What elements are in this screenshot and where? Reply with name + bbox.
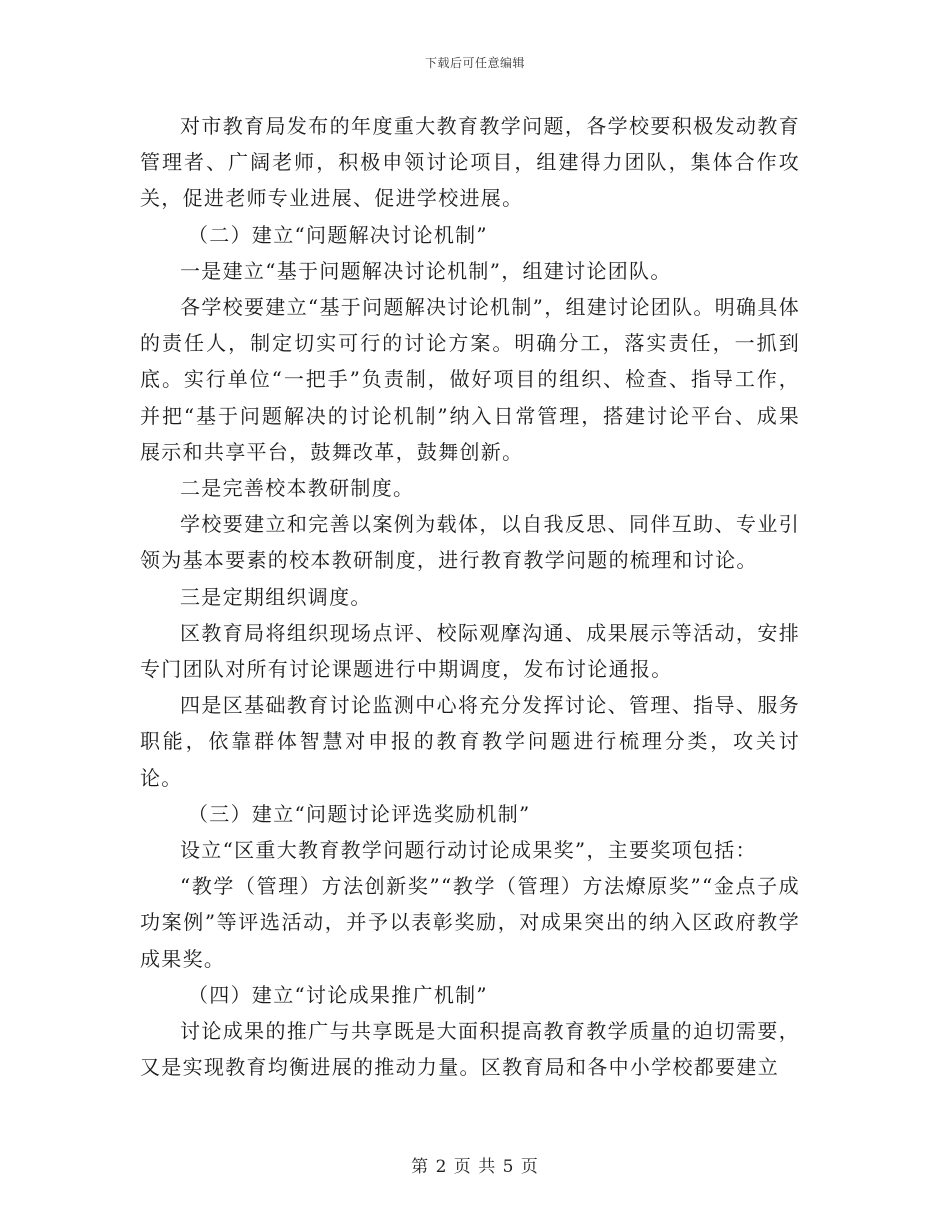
paragraph: “教学（管理）方法创新奖”“教学（管理）方法燎原奖”“金点子成功案例”等评选活动，并予以表彰奖励，对成果突出的纳入区政府教学成果奖。 (140, 874, 800, 971)
paragraph: 对市教育局发布的年度重大教育教学问题，各学校要积极发动教育管理者、广阔老师，积极申领讨论项目，组建得力团队，集体合作攻关，促进老师专业进展、促进学校进展。 (140, 114, 800, 211)
section-heading: （二）建立“问题解决讨论机制” (188, 222, 488, 247)
paragraph: 三是定期组织调度。 (180, 584, 372, 609)
paragraph: 各学校要建立“基于问题解决讨论机制”，组建讨论团队。明确具体的责任人，制定切实可行的讨论方案。明确分工，落实责任，一抓到底。实行单位“一把手”负责制，做好项目的组织、检查、指导工作，并把“基于问题解决的讨论机制”纳入日常管理，搭建讨论平台、成果展示和共享平台，鼓舞改革，鼓舞创新。 (140, 295, 800, 464)
page-header: 下载后可任意编辑 (424, 56, 525, 70)
paragraph: 讨论成果的推广与共享既是大面积提高教育教学质量的迫切需要，又是实现教育均衡进展的推动力量。区教育局和各中小学校都要建立 (140, 1019, 800, 1080)
paragraph: 区教育局将组织现场点评、校际观摩沟通、成果展示等活动，安排专门团队对所有讨论课题进行中期调度，发布讨论通报。 (140, 620, 800, 682)
paragraph: 学校要建立和完善以案例为载体，以自我反思、同伴互助、专业引领为基本要素的校本教研制度，进行教育教学问题的梳理和讨论。 (140, 512, 800, 573)
section-heading: （三）建立“问题讨论评选奖励机制” (188, 801, 531, 826)
section-heading: （四）建立“讨论成果推广机制” (188, 982, 488, 1007)
paragraph: 四是区基础教育讨论监测中心将充分发挥讨论、管理、指导、服务职能，依靠群体智慧对申报的教育教学问题进行梳理分类，攻关讨论。 (140, 693, 800, 790)
paragraph: 一是建立“基于问题解决讨论机制”，组建讨论团队。 (180, 258, 672, 283)
page-number: 第 2 页 共 5 页 (411, 1157, 539, 1177)
paragraph: 二是完善校本教研制度。 (180, 476, 415, 501)
paragraph: 设立“区重大教育教学问题行动讨论成果奖”，主要奖项包括： (180, 838, 757, 863)
document-body (140, 108, 800, 1085)
